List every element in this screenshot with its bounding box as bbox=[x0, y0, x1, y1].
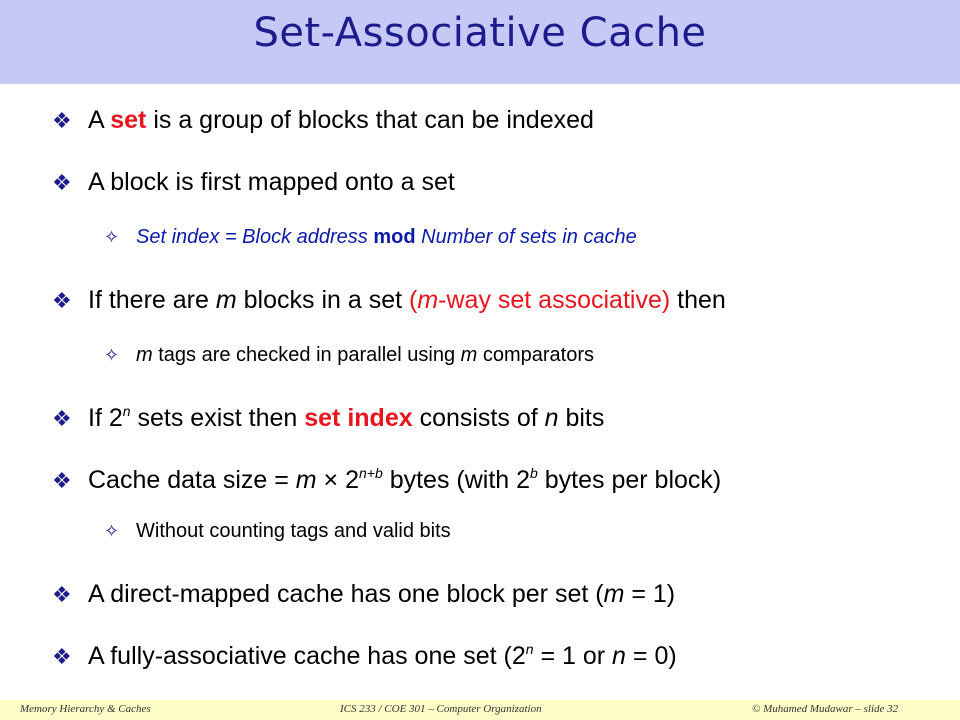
bullet-direct-mapped: ❖ A direct-mapped cache has one block per set (m = 1) bbox=[52, 580, 676, 608]
bullet-fully-associative: ❖ A fully-associative cache has one set ($2^n = 1$ or n = 0) bbox=[52, 641, 677, 670]
footer-left: Memory Hierarchy & Caches bbox=[20, 703, 151, 715]
bullet-m-way: ❖ If there are m blocks in a set (m-way set associative) then bbox=[52, 286, 726, 314]
diamond-bullet-icon: ❖ bbox=[52, 108, 72, 133]
diamond-bullet-icon: ❖ bbox=[52, 582, 72, 607]
bullet-set-definition: ❖ A set is a group of blocks that can be indexed bbox=[52, 106, 594, 134]
star-bullet-icon: ✧ bbox=[104, 521, 120, 541]
diamond-bullet-icon: ❖ bbox=[52, 468, 72, 493]
diamond-bullet-icon: ❖ bbox=[52, 288, 72, 313]
diamond-bullet-icon: ❖ bbox=[52, 170, 72, 195]
footer-center: ICS 233 / COE 301 – Computer Organization bbox=[340, 703, 542, 715]
sub-bullet-without-tags: ✧ Without counting tags and valid bits bbox=[104, 520, 451, 542]
bullet-set-index-bits: ❖ If 2$^n$ sets exist then set index consists of n bits bbox=[52, 403, 605, 432]
footer-right: © Muhamed Mudawar – slide 32 bbox=[752, 703, 899, 715]
sub-bullet-set-index: ✧ Set index = Block address mod Number of sets in cache bbox=[104, 226, 637, 248]
bullet-cache-data-size: ❖ Cache data size = $m \times 2^{n+b}$ bytes (with 2$^b$ bytes per block) bbox=[52, 465, 722, 494]
sub-bullet-tags-checked: ✧ m tags are checked in parallel using m comparators bbox=[104, 344, 595, 366]
star-bullet-icon: ✧ bbox=[104, 227, 120, 247]
slide-title: Set-Associative Cache bbox=[253, 10, 707, 56]
bullet-block-mapping: ❖ A block is first mapped onto a set bbox=[52, 168, 455, 196]
footer-bar bbox=[0, 700, 960, 720]
diamond-bullet-icon: ❖ bbox=[52, 406, 72, 431]
star-bullet-icon: ✧ bbox=[104, 345, 120, 365]
diamond-bullet-icon: ❖ bbox=[52, 644, 72, 669]
